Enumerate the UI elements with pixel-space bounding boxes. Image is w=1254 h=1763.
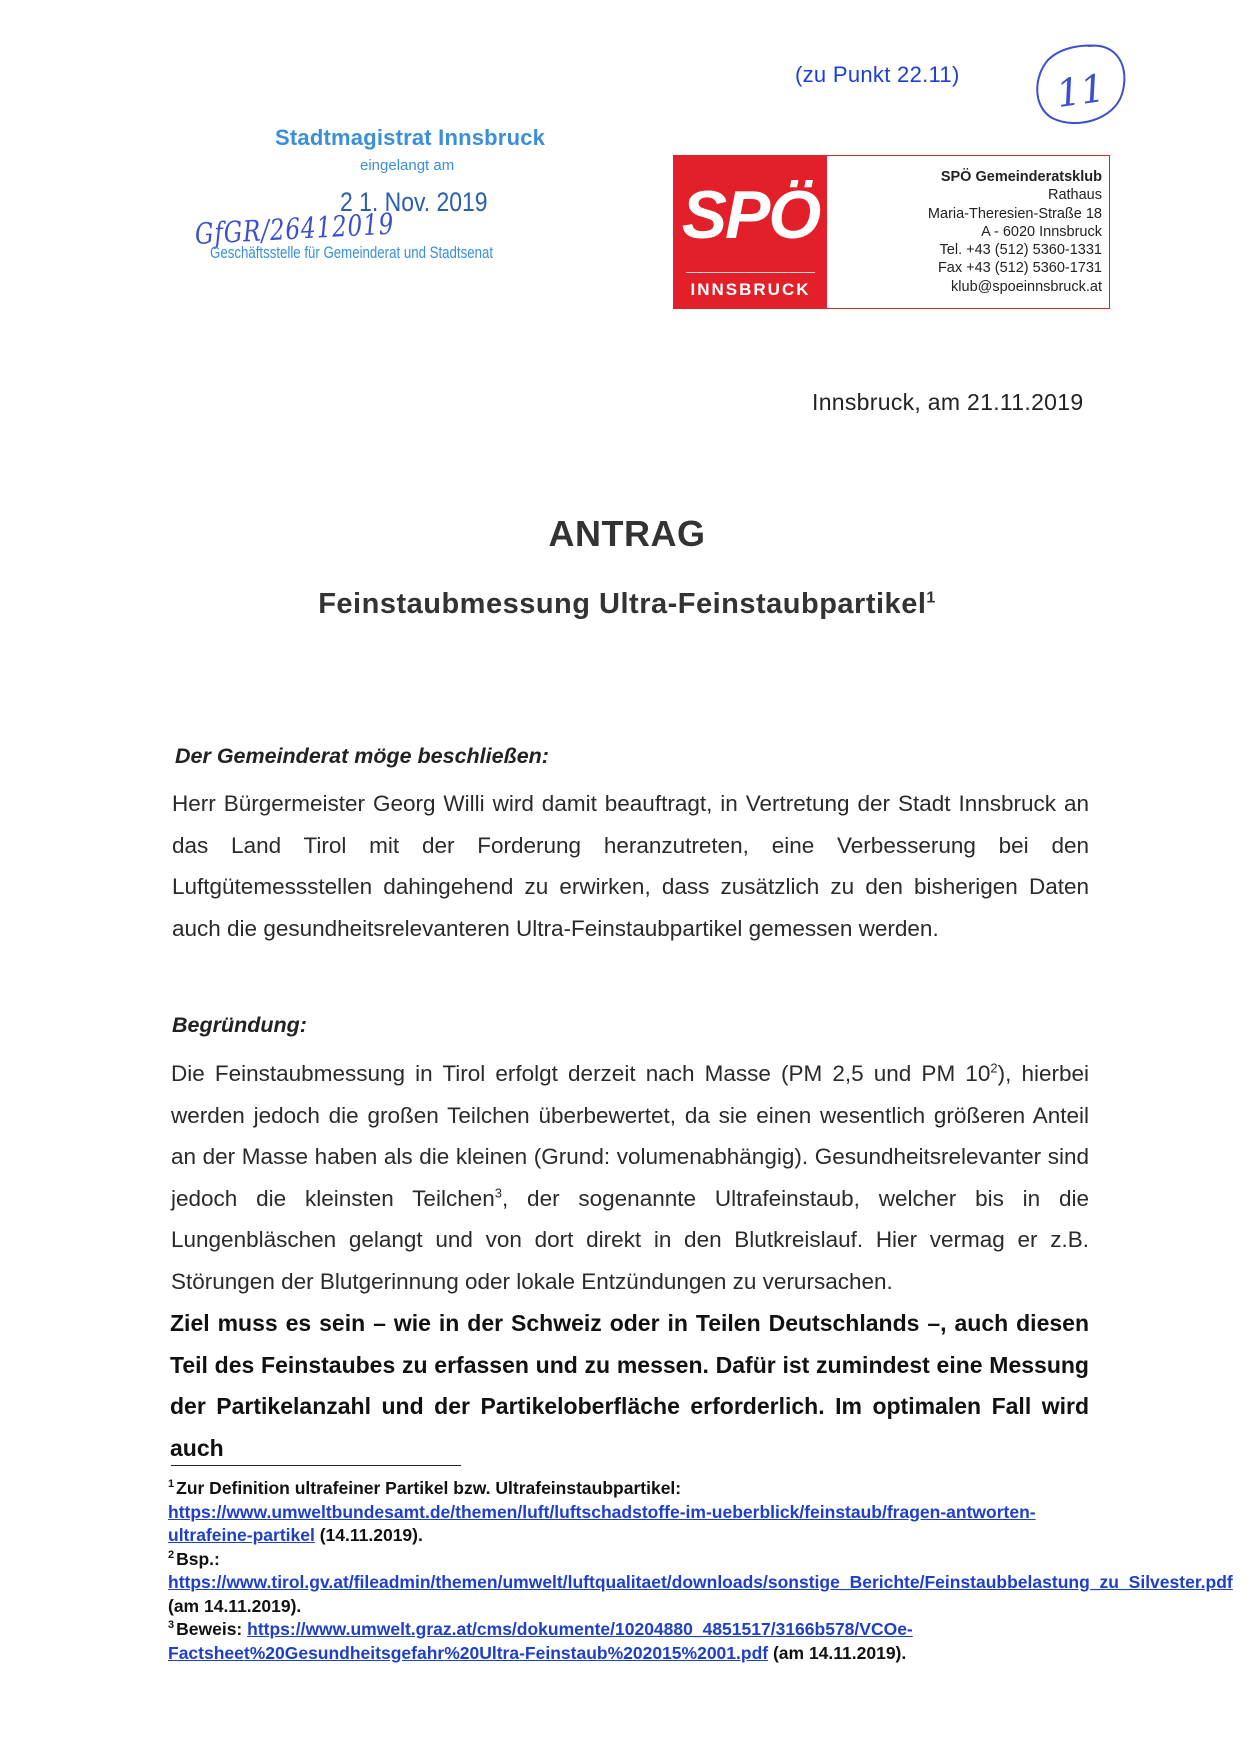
footnote-3 [168, 1618, 1078, 1665]
footnote-label: Beweis: [176, 1619, 248, 1639]
resolution-heading: Der Gemeinderat möge beschließen: [175, 744, 549, 768]
footnote-number: 3 [168, 1619, 175, 1632]
logo-divider [686, 272, 815, 273]
stamp-handwritten-number: GfGR/26412019 [194, 206, 396, 251]
address-club: SPÖ Gemeinderatsklub [940, 169, 1102, 185]
footnote-label: Bsp.: [176, 1548, 220, 1569]
sender-address [928, 168, 1102, 296]
footnote-label: Zur Definition ultrafeiner Partikel bzw. Ultrafeinstaubpartikel: [176, 1478, 682, 1498]
letterhead [673, 155, 1110, 309]
justification-part-b: ), hierbei werden jedoch die großen Teilchen überbewertet, da sie einen wesentlich größeren Anteil an der Masse haben als die kleinen (Grund: volumenabhängig). Gesundheitsrelevanter sind jedoch die kleinsten Teilchen [171, 1061, 1089, 1211]
subtitle-footnote-ref: 1 [926, 589, 936, 607]
page-mark-number: 11 [1053, 65, 1108, 117]
footnotes [168, 1477, 1233, 1665]
address-email: klub@spoeinnsbruck.at [951, 278, 1102, 295]
justification-part-c: , der sogenannte Ultrafeinstaub, welcher bis in die Lungenbläschen gelangt und von dort direkt in den Blutkreislauf. Hier vermag er z.B. Störungen der Blutgerinnung oder lokale Entzündungen zu verursachen. [171, 1185, 1090, 1294]
stamp-title: Stadtmagistrat Innsbruck [275, 125, 546, 150]
receipt-stamp [194, 125, 590, 275]
footnote-date: (am 14.11.2019). [768, 1642, 907, 1663]
footnote-2 [168, 1548, 1233, 1619]
document-subtitle [0, 588, 1254, 621]
logo-city: INNSBRUCK [690, 280, 811, 299]
footnote-ref-3: 3 [494, 1185, 502, 1200]
subtitle-text: Feinstaubmessung Ultra-Feinstaubpartikel [318, 588, 927, 620]
footnote-link[interactable]: https://www.tirol.gv.at/fileadmin/themen/umwelt/luftqualitaet/downloads/sonstige_Berichte/Feinstaubbelastung_zu_Silvester.pdf [168, 1572, 1233, 1592]
stamp-office: Geschäftsstelle für Gemeinderat und Stadtsenat [210, 243, 494, 262]
footnote-link[interactable]: https://www.umweltbundesamt.de/themen/luft/luftschadstoffe-im-ueberblick/feinstaub/fragen-antworten-ultrafeine-partikel [168, 1501, 1036, 1545]
stamp-received-label: eingelangt am [360, 157, 455, 174]
footnote-number: 2 [168, 1548, 175, 1561]
footnote-date: (am 14.11.2019). [168, 1595, 302, 1616]
justification-text [171, 1053, 1089, 1302]
address-building: Rathaus [1047, 187, 1102, 204]
footnote-number: 1 [168, 1478, 175, 1491]
goal-text: Ziel muss es sein – wie in der Schweiz oder in Teilen Deutschlands –, auch diesen Teil des Feinstaubes zu erfassen und zu messen. Dafür ist zumindest eine Messung der Partikelanzahl und der Partikeloberfläche erforderlich. Im optimalen Fall wird auch [170, 1310, 1089, 1461]
spo-logo [674, 156, 827, 308]
agenda-reference: (zu Punkt 22.11) [795, 62, 960, 87]
footnote-date: (14.11.2019). [314, 1525, 423, 1545]
address-street: Maria-Theresien-Straße 18 [927, 205, 1102, 222]
footnote-separator [171, 1465, 461, 1466]
footnote-ref-2: 2 [990, 1060, 998, 1076]
address-city: A - 6020 Innsbruck [981, 223, 1102, 240]
document-date: Innsbruck, am 21.11.2019 [812, 389, 1084, 415]
justification-heading: Begründung: [172, 1013, 307, 1037]
resolution-text: Herr Bürgermeister Georg Willi wird damit beauftragt, in Vertretung der Stadt Innsbruck an das Land Tirol mit der Forderung heranzutreten, eine Verbesserung bei den Luftgütemessstellen dahingehend zu erwirken, dass zusätzlich zu den bisherigen Daten auch die gesundheitsrelevanteren Ultra-Feinstaubpartikel gemessen werden. [172, 791, 1089, 941]
footnote-link[interactable]: https://www.umwelt.graz.at/cms/dokumente/10204880_4851517/3166b578/VCOe-Factsheet%20Gesundheitsgefahr%20Ultra-Feinstaub%202015%2001.pdf [168, 1619, 913, 1663]
footnote-1 [168, 1477, 1078, 1548]
address-fax: Fax +43 (512) 5360-1731 [937, 260, 1102, 277]
handwritten-page-mark [1030, 38, 1130, 134]
address-tel: Tel. +43 (512) 5360-1331 [939, 242, 1102, 259]
justification-part-a: Die Feinstaubmessung in Tirol erfolgt derzeit nach Masse (PM 2,5 und PM 10 [171, 1061, 991, 1086]
logo-wordmark: SPÖ [681, 177, 820, 253]
document-title: ANTRAG [548, 513, 706, 554]
stamp-date: 2 1. Nov. 2019 [340, 187, 488, 217]
